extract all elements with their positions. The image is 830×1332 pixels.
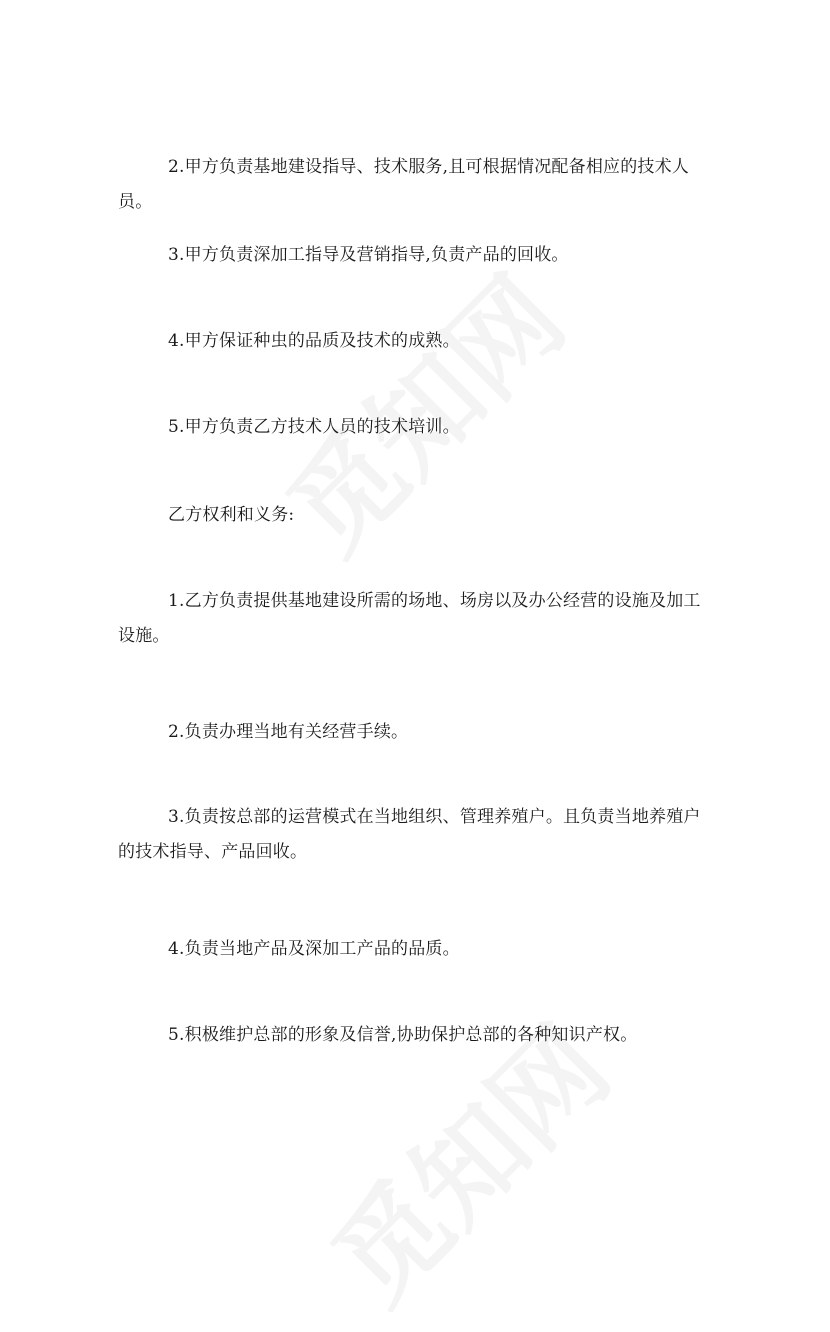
paragraph: 2.负责办理当地有关经营手续。: [168, 722, 409, 742]
paragraph: 5.甲方负责乙方技术人员的技术培训。: [168, 417, 460, 437]
paragraph: 3.负责按总部的运营模式在当地组织、管理养殖户。且负责当地养殖户的技术指导、产品回收。: [118, 807, 701, 862]
paragraph: 3.甲方负责深加工指导及营销指导,负责产品的回收。: [168, 245, 569, 265]
paragraph: 5.积极维护总部的形象及信誉,协助保护总部的各种知识产权。: [168, 1025, 638, 1045]
paragraph: 4.负责当地产品及深加工产品的品质。: [168, 939, 460, 959]
paragraph: 2.甲方负责基地建设指导、技术服务,且可根据情况配备相应的技术人员。: [118, 157, 690, 212]
paragraph: 4.甲方保证种虫的品质及技术的成熟。: [168, 331, 460, 351]
paragraph: 1.乙方负责提供基地建设所需的场地、场房以及办公经营的设施及加工设施。: [118, 591, 701, 646]
section-heading: 乙方权利和义务:: [168, 505, 295, 525]
